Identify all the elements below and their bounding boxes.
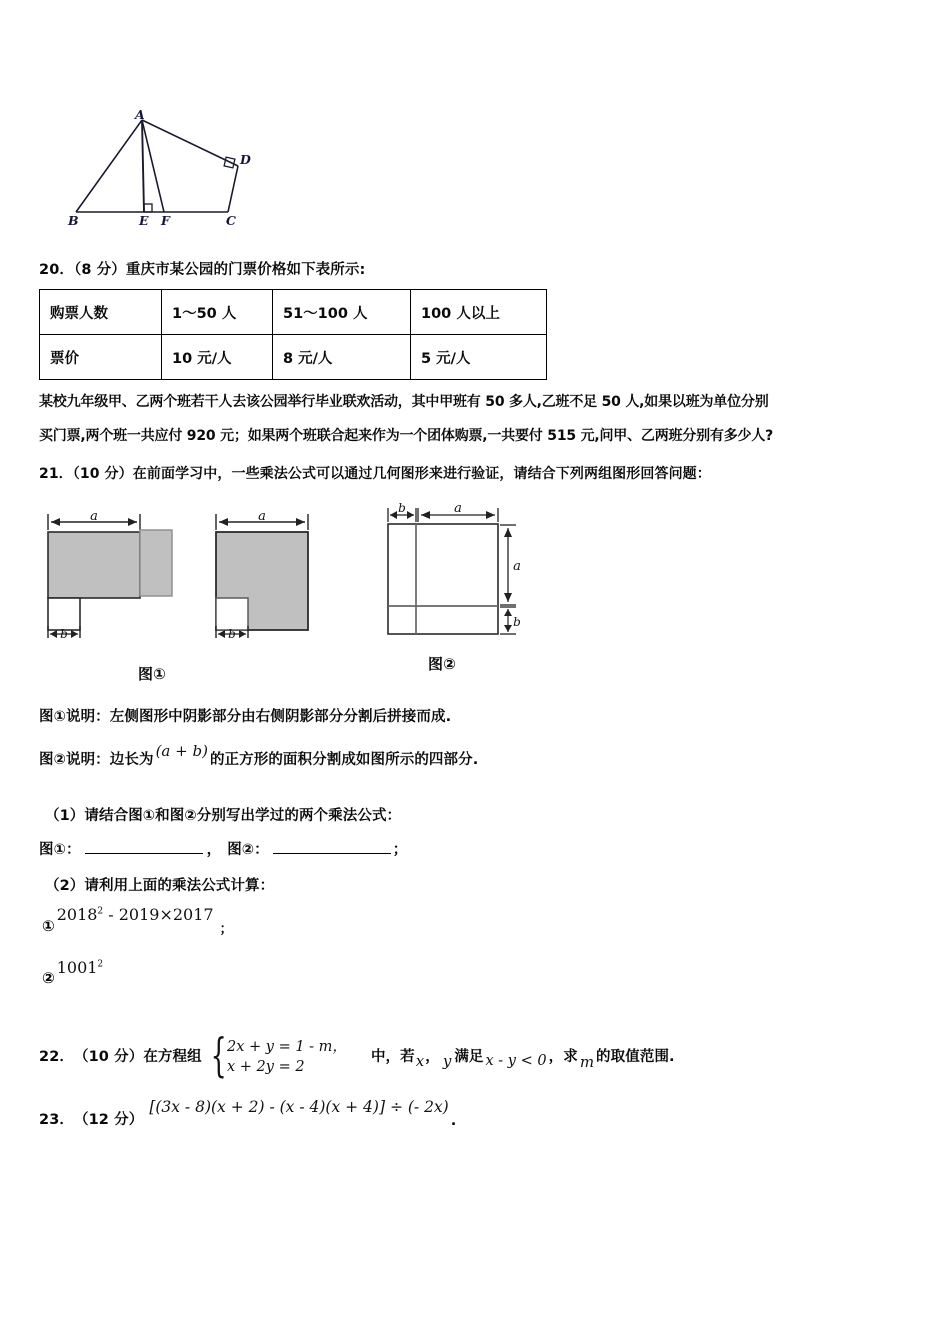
question-23: [39, 1098, 457, 1129]
q21-answer-blanks-row: [39, 838, 407, 859]
svg-text:b: b: [228, 627, 236, 638]
table-row: [40, 290, 547, 335]
q21-answer-blank-fig2[interactable]: [273, 841, 391, 854]
figure-1-note: 图①说明：左侧图形中阴影部分由右侧阴影部分分割后拼接而成.: [39, 709, 452, 725]
svg-text:a: a: [90, 509, 98, 524]
q21-blank-separator: ，: [206, 842, 222, 858]
q20-body-line-1: 某校九年级甲、乙两个班若干人去该公园举行毕业联欢活动，其中甲班有 50 多人,乙班不足 50 人,如果以班为单位分别: [39, 394, 769, 410]
table-cell-row1-col3: 5 元/人: [411, 335, 547, 380]
figure-2-note-prefix: 图②说明：边长为: [39, 752, 154, 768]
q21-blank-label-fig2: 图②：: [227, 842, 269, 858]
q23-score: （12 分）: [73, 1112, 144, 1128]
q21-blank-label-fig1: 图①：: [39, 842, 81, 858]
system-brace-icon: {: [210, 1028, 227, 1082]
q21-item-1-marker: ①: [42, 917, 55, 935]
q22-var-m: m: [579, 1053, 595, 1071]
figure-2-caption: 图②: [428, 655, 456, 673]
q21-sub2-text: （2）请利用上面的乘法公式计算：: [45, 878, 275, 894]
q22-score: （10 分）: [73, 1048, 144, 1065]
q22-equation-2: x + 2y = 2: [227, 1059, 305, 1075]
q22-mid-text-2: 满足: [454, 1048, 484, 1065]
q22-var-y: y: [442, 1052, 452, 1070]
question-21-header: [39, 463, 711, 483]
q20-body-line-2: 买门票,两个班一共应付 920 元；如果两个班联合起来作为一个团体购票,一共要付 515 元,问甲、乙两班分别有多少人?: [39, 428, 774, 444]
q21-item-2: [42, 958, 104, 987]
q23-expression: [(3x - 8)(x + 2) - (x - 4)(x + 4)] ÷ (- 2x): [149, 1098, 449, 1116]
table-row: [40, 335, 547, 380]
q21-item-2-expression: 1001$^2$: [56, 958, 104, 977]
ticket-price-table: [39, 289, 547, 380]
table-cell-row0-header: 购票人数: [40, 290, 162, 335]
table-cell-row1-header: 票价: [40, 335, 162, 380]
q21-item-2-marker: ②: [42, 969, 55, 987]
figure-2-note-expression: (a + b): [155, 742, 208, 760]
figure-2-note-suffix: 的正方形的面积分割成如图所示的四部分.: [209, 752, 479, 768]
figure-1-caption: 图①: [138, 665, 166, 683]
svg-text:b: b: [513, 615, 521, 629]
q21-number: 21．: [39, 466, 73, 482]
q20-number: 20．: [39, 262, 74, 278]
figure-1-right-square-notch: [208, 508, 333, 638]
triangle-vertex-label-C: C: [226, 213, 236, 228]
svg-text:a: a: [454, 501, 462, 516]
q22-mid-text-3: ，求: [548, 1048, 578, 1065]
q20-stem: 重庆市某公园的门票价格如下表所示:: [125, 262, 366, 278]
svg-text:a: a: [258, 509, 266, 524]
q21-blank-end: ；: [392, 842, 408, 858]
q22-var-x: x: [415, 1052, 425, 1070]
triangle-vertex-label-D: D: [240, 152, 251, 167]
geometry-figure-triangle: [55, 100, 285, 235]
q21-stem: 在前面学习中，一些乘法公式可以通过几何图形来进行验证，请结合下列两组图形回答问题：: [132, 466, 711, 482]
q20-score: （8 分）: [73, 262, 126, 278]
q21-item-1-tail: ；: [219, 922, 233, 937]
table-cell-row0-col2: 51～100 人: [273, 290, 411, 335]
q22-equation-1: 2x + y = 1 - m，: [227, 1039, 347, 1055]
table-cell-row1-col2: 8 元/人: [273, 335, 411, 380]
q22-equation-system: [204, 1028, 347, 1082]
q22-mid-text: 中，若: [370, 1048, 415, 1065]
q22-tail-text: 的取值范围.: [596, 1048, 675, 1065]
table-cell-row0-col1: 1～50 人: [162, 290, 273, 335]
svg-text:b: b: [60, 627, 68, 638]
q21-score: （10 分）: [72, 466, 133, 482]
svg-text:b: b: [398, 501, 406, 515]
figure-1-left-lshape: [40, 508, 180, 638]
question-20-header: [39, 258, 365, 279]
q22-comma: ，: [425, 1048, 440, 1065]
q21-answer-blank-fig1[interactable]: [85, 841, 203, 854]
q21-item-1-expression: 2018$^2$ - 2019×2017: [56, 905, 214, 924]
q21-sub1-text: （1）请结合图①和图②分别写出学过的两个乘法公式：: [45, 808, 402, 824]
triangle-vertex-label-E: E: [139, 213, 149, 228]
figure-2-note: [39, 742, 479, 769]
q23-period: .: [450, 1113, 457, 1129]
triangle-vertex-label-B: B: [68, 213, 79, 228]
q22-prefix: 在方程组: [143, 1048, 202, 1065]
question-22: [39, 1028, 675, 1082]
figure-2-divided-square: [378, 500, 528, 645]
svg-text:a: a: [513, 559, 521, 574]
q23-number: 23．: [39, 1112, 74, 1128]
table-cell-row0-col3: 100 人以上: [411, 290, 547, 335]
triangle-vertex-label-A: A: [135, 107, 145, 122]
table-cell-row1-col1: 10 元/人: [162, 335, 273, 380]
triangle-vertex-label-F: F: [161, 213, 170, 228]
q22-number: 22．: [39, 1048, 74, 1065]
q22-inequality: x - y < 0: [485, 1053, 547, 1069]
q21-item-1: [42, 905, 233, 937]
